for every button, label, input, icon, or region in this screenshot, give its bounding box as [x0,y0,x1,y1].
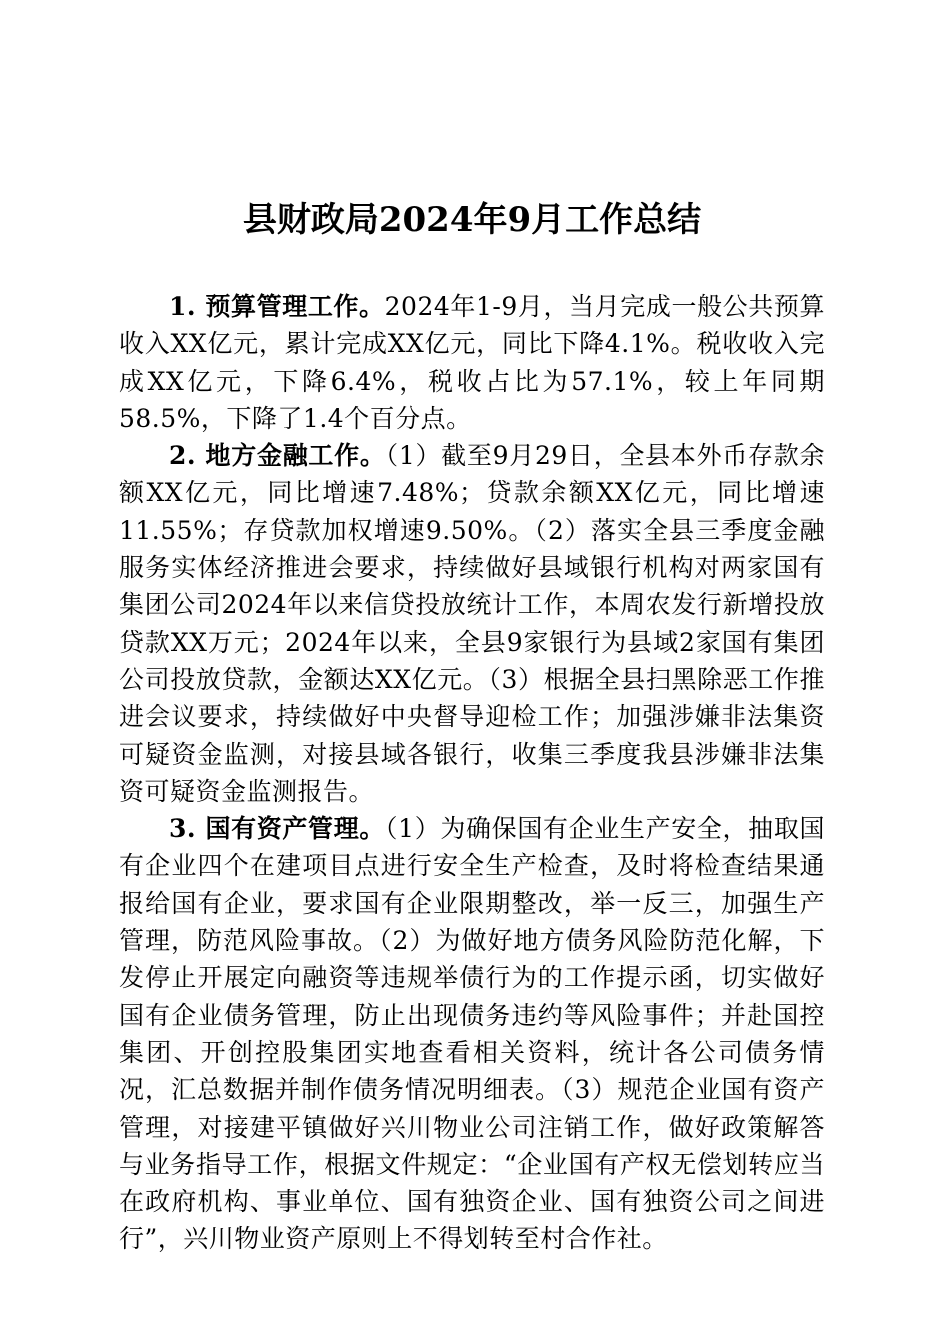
section-body: 2024年1-9月，当月完成一般公共预算收入XX亿元，累计完成XX亿元，同比下降4.1%。税收收入完成XX亿元，下降6.4%，税收占比为57.1%，较上年同期58.5%，下降了1.4个百分点。 [119,292,825,433]
section-body: （1）截至9月29日，全县本外币存款余额XX亿元，同比增速7.48%；贷款余额XX亿元，同比增速11.55%；存贷款加权增速9.50%。（2）落实全县三季度金融服务实体经济推进会要求，持续做好县域银行机构对两家国有集团公司2024年以来信贷投放统计工作，本周农发行新增投放贷款XX万元；2024年以来，全县9家银行为县域2家国有集团公司投放贷款，金额达XX亿元。（3）根据全县扫黑除恶工作推进会议要求，持续做好中央督导迎检工作；加强涉嫌非法集资可疑资金监测，对接县域各银行，收集三季度我县涉嫌非法集资可疑资金监测报告。 [119,441,826,806]
section-heading: 1. 预算管理工作。 [169,292,385,321]
section-body: （1）为确保国有企业生产安全，抽取国有企业四个在建项目点进行安全生产检查，及时将检查结果通报给国有企业，要求国有企业限期整改，举一反三，加强生产管理，防范风险事故。（2）为做好地方债务风险防范化解，下发停止开展定向融资等违规举债行为的工作提示函，切实做好国有企业债务管理，防止出现债务违约等风险事件；并赴国控集团、开创控股集团实地查看相关资料，统计各公司债务情况，汇总数据并制作债务情况明细表。（3）规范企业国有资产管理，对接建平镇做好兴川物业公司注销工作，做好政策解答与业务指导工作，根据文件规定：“企业国有产权无偿划转应当在政府机构、事业单位、国有独资企业、国有独资公司之间进行”，兴川物业资产原则上不得划转至村合作社。 [119,814,825,1254]
section-heading: 2. 地方金融工作。 [169,441,386,471]
section-local-finance [119,437,825,810]
section-heading: 3. 国有资产管理。 [169,814,386,844]
section-state-assets [119,810,825,1258]
document-page [119,196,825,1258]
document-title: 县财政局2024年9月工作总结 [242,200,702,240]
section-budget-management [119,288,825,437]
